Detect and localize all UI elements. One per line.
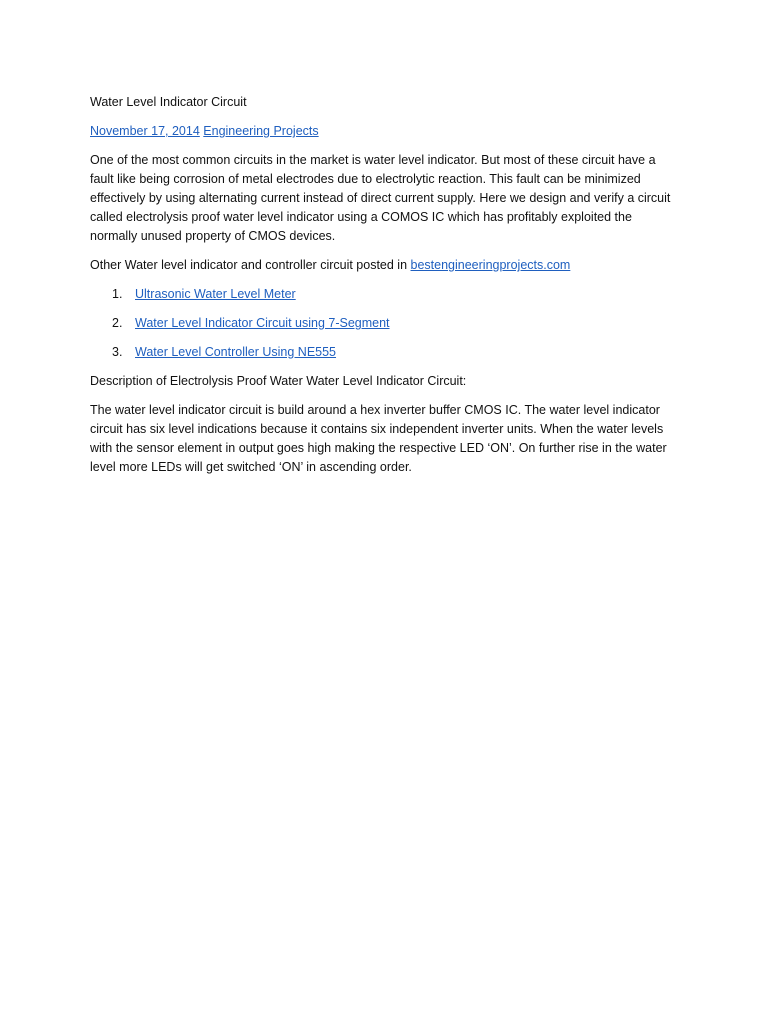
list-item bbox=[90, 285, 680, 304]
other-circuits-text: Other Water level indicator and controller circuit posted in bbox=[90, 258, 411, 272]
list-item bbox=[90, 314, 680, 333]
document-title: Water Level Indicator Circuit bbox=[90, 95, 247, 109]
list-number: 1. bbox=[112, 287, 123, 301]
intro-paragraph: One of the most common circuits in the market is water level indicator. But most of these circuit have a fault like being corrosion of metal electrodes due to electrolytic reaction. This fault can be minimized effectively by using alternating current instead of direct current supply. Here we design and verify a circuit called electrolysis proof water level indicator using a COMOS IC which has profitably exploited the normally unused property of CMOS devices. bbox=[90, 153, 671, 243]
post-meta bbox=[90, 122, 680, 141]
description-heading: Description of Electrolysis Proof Water Water Level Indicator Circuit: bbox=[90, 374, 467, 388]
seven-segment-link[interactable]: Water Level Indicator Circuit using 7-Segment bbox=[135, 316, 390, 330]
date-link[interactable]: November 17, 2014 bbox=[90, 124, 200, 138]
document-page bbox=[90, 93, 680, 487]
ne555-controller-link[interactable]: Water Level Controller Using NE555 bbox=[135, 345, 337, 359]
related-links-list bbox=[90, 285, 680, 362]
description-body: The water level indicator circuit is build around a hex inverter buffer CMOS IC. The water level indicator circuit has six level indications because it contains six independent inverter units. When the water levels with the sensor element in output goes high making the respective LED ‘ON’. On further rise in the water level more LEDs will get switched ‘ON’ in ascending order. bbox=[90, 403, 667, 474]
site-link[interactable]: bestengineeringprojects.com bbox=[410, 258, 571, 272]
list-number: 3. bbox=[112, 345, 123, 359]
other-circuits-paragraph bbox=[90, 256, 680, 275]
category-link[interactable]: Engineering Projects bbox=[203, 124, 319, 138]
ultrasonic-meter-link[interactable]: Ultrasonic Water Level Meter bbox=[135, 287, 296, 301]
list-item bbox=[90, 343, 680, 362]
list-number: 2. bbox=[112, 316, 123, 330]
